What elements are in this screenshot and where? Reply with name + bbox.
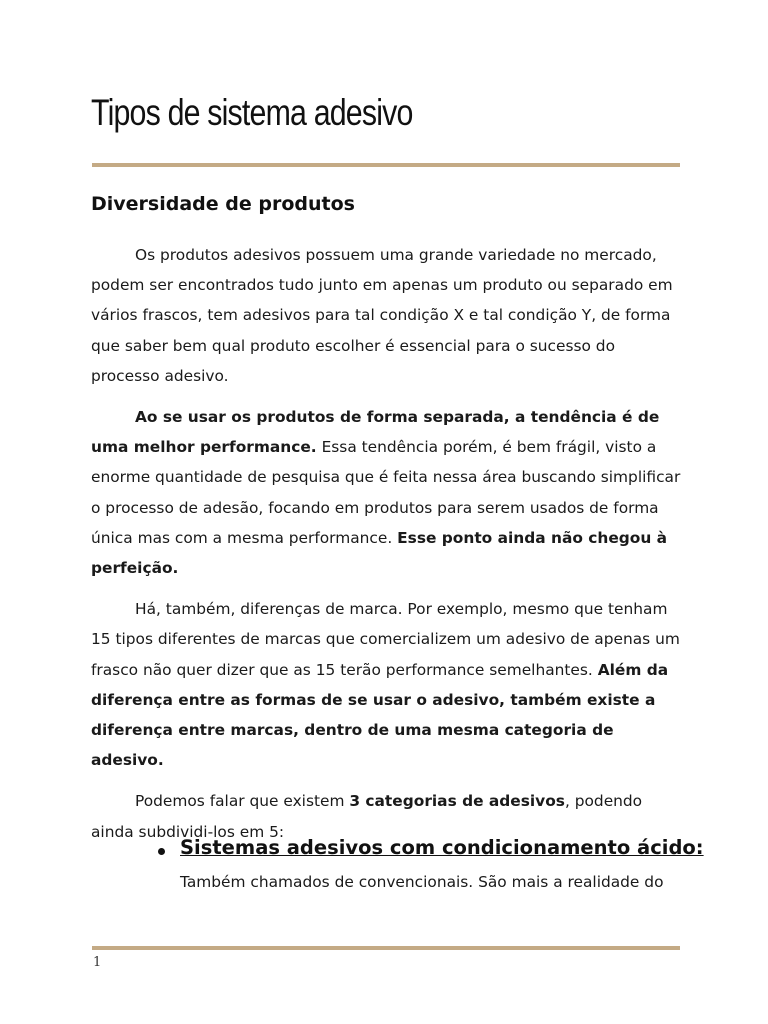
paragraph (91, 240, 681, 391)
paragraph-bold-text: Ao se usar os produtos de forma separada, a tendência é de uma melhor performance. (91, 408, 660, 457)
paragraph (91, 402, 681, 583)
section-heading: Diversidade de produtos (91, 193, 355, 215)
bullet-title: Sistemas adesivos com condicionamento ácido: (180, 836, 704, 859)
page-title: Tipos de sistema adesivo (91, 92, 413, 133)
paragraph (91, 594, 681, 775)
paragraph-text: Essa tendência porém, é bem frágil, visto a enorme quantidade de pesquisa que é feita nessa área buscando simplificar o processo de adesão, focando em produtos para serem usados de forma única mas com a mesma performance. (91, 438, 681, 547)
paragraph-text: , podendo ainda subdividi-los em 5: (91, 792, 643, 841)
top-divider (92, 163, 680, 167)
bottom-divider (92, 946, 680, 950)
page-number: 1 (93, 955, 102, 970)
paragraph-bold-text: Esse ponto ainda não chegou à perfeição. (91, 528, 668, 578)
bullet-text: Também chamados de convencionais. São mais a realidade do (180, 873, 664, 891)
body-text (91, 240, 681, 858)
paragraph-text: Podemos falar que existem (135, 792, 350, 811)
paragraph-text: Há, também, diferenças de marca. Por exemplo, mesmo que tenham 15 tipos diferentes de marcas que comercializem um adesivo de apenas um frasco não quer dizer que as 15 terão performance semelhantes. (91, 600, 680, 679)
bullet-dot-icon (158, 848, 165, 855)
paragraph-bold-text: Além da diferença entre as formas de se usar o adesivo, também existe a diferença entre marcas, dentro de uma mesma categoria de adesivo. (91, 660, 669, 770)
paragraph-bold-text: 3 categorias de adesivos (349, 792, 565, 811)
paragraph-text: Os produtos adesivos possuem uma grande variedade no mercado, podem ser encontrados tudo junto em apenas um produto ou separado em vários frascos, tem adesivos para tal condição X e tal condição Y, de forma que saber bem qual produto escolher é essencial para o sucesso do processo adesivo. (91, 246, 673, 385)
